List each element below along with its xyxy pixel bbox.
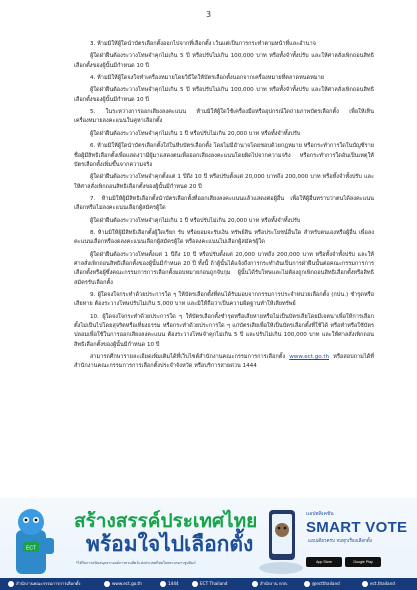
paragraph bbox=[74, 251, 374, 288]
paragraph bbox=[74, 291, 374, 310]
globe-icon bbox=[104, 581, 110, 587]
paragraph bbox=[74, 86, 374, 105]
twitter-icon bbox=[252, 581, 258, 587]
footer-social[interactable]: สำนักงาน กกต. bbox=[252, 578, 288, 590]
paragraph-text: 10. ผู้ใดจงใจกระทำด้วยประการใด ๆ ให้บัตรเลือกตั้งชำรุดหรือเสียหายหรือไม่เป็นบัตรเสียโดยมีเจตนาเพื่อให้การเลือกตั้งไม่เป็นไปโดยสุจริตหรือเที่ยงธรรม หรือกระทำด้วยประการใด ๆ แก่บัตรเสียเพื่อให้เป็นบัตรเลือกตั้งที่ใช้ได้ หรือทำหรือใช้บัตรปลอมเพื่อใช้ในการออกเสียงลงคะแนน ต้องระวางโทษจำคุกไม่เกิน 5 ปี และปรับไม่เกิน 100,000 บาท และให้ศาลสั่งเพิกถอนสิทธิเลือกตั้งของผู้นั้นมีกำหนด 10 ปี bbox=[74, 313, 374, 348]
page-number: 3 bbox=[205, 10, 212, 19]
svg-text:ECT: ECT bbox=[26, 545, 36, 552]
paragraph-text: 5. ในระหว่างการออกเสียงลงคะแนน ห้ามมิให้ผู้ใดใช้เครื่องมือหรืออุปกรณ์ใดถ่ายภาพบัตรเลือกตั้ง เพื่อให้เห็นเครื่องหมายลงคะแนนในคูหาเลือกตั้ง bbox=[74, 109, 374, 125]
document-body bbox=[74, 40, 374, 375]
facebook-icon bbox=[192, 581, 198, 587]
paragraph bbox=[74, 313, 374, 350]
footer-youtube[interactable]: ect.thailand bbox=[362, 578, 395, 590]
paragraph bbox=[74, 173, 374, 192]
paragraph-text: ผู้ใดฝ่าฝืนต้องระวางโทษจำคุกไม่เกิน 1 ปี หรือปรับไม่เกิน 20,000 บาท หรือทั้งจำทั้งปรับ bbox=[90, 130, 301, 137]
paragraph-text-after-link: หรือสอบถามได้ที่สำนักงานคณะกรรมการการเลือกตั้งประจำจังหวัด หรือบริการสายด่วน 1444 bbox=[74, 353, 374, 370]
paragraph bbox=[74, 74, 374, 83]
paragraph-text: ผู้ใดฝ่าฝืนต้องระวางโทษจำคุกไม่เกิน 1 ปี หรือปรับไม่เกิน 20,000 บาท หรือทั้งจำทั้งปรับ bbox=[90, 217, 301, 224]
paragraph bbox=[74, 195, 374, 214]
mascot-illustration bbox=[10, 502, 60, 578]
youtube-icon bbox=[362, 581, 368, 587]
phone-illustration bbox=[255, 500, 307, 578]
footer-bar bbox=[0, 578, 417, 590]
paragraph-text: 9. ผู้ใดจงใจกระทำด้วยประการใด ๆ ให้บัตรเลือกตั้งที่ตนได้รับมอบจากกรรมการประจำหน่วยเลือกตั้ง (กปน.) ชำรุดหรือเสียหาย ต้องระวางโทษปรับไม่เกิน 5,000 บาท และมิให้ถือว่าเป็นความผิดฐานทำให้เสียทรัพย์ bbox=[74, 291, 374, 308]
app-caption: แอปพลิเคชัน bbox=[306, 511, 334, 517]
footer-line[interactable]: @ectthailand bbox=[304, 578, 340, 590]
app-name: SMART VOTE bbox=[306, 519, 408, 536]
footer-facebook[interactable]: ECT Thailand bbox=[192, 578, 227, 590]
paragraph bbox=[74, 130, 374, 139]
banner-headline-2: พร้อมใจไปเลือกตั้ง bbox=[86, 533, 254, 556]
banner-headline-1: สร้างสรรค์ประเทศไทย bbox=[74, 511, 258, 532]
paragraph bbox=[74, 217, 374, 226]
paragraph-text: 3. ห้ามมิให้ผู้ใดนำบัตรเลือกตั้งออกไปจากที่เลือกตั้ง เว้นแต่เป็นการกระทำตามหน้าที่และอำนาจ bbox=[90, 41, 316, 47]
phone-icon bbox=[160, 581, 166, 587]
app-store-badge[interactable]: App Store bbox=[306, 557, 342, 567]
ect-website-link[interactable]: www.ect.go.th bbox=[289, 353, 330, 360]
paragraph-text: 8. ห้ามมิให้ผู้มีสิทธิเลือกตั้งผู้ใดเรียก รับ หรือยอมจะรับเงิน ทรัพย์สิน หรือประโยชน์อื่นใด สำหรับตนเองหรือผู้อื่น เพื่อลงคะแนนเลือกหรืองดลงคะแนนเลือกผู้สมัครผู้ใด หรือลงคะแนนไม่เลือกผู้สมัครผู้ใด bbox=[74, 229, 374, 246]
paragraph-text: 6. ห้ามมิให้ผู้ใดนำบัตรเลือกตั้งใส่ในหีบบัตรเลือกตั้ง โดยไม่มีอำนาจโดยชอบด้วยกฎหมาย หรือกระทำการใดในบัญชีรายชื่อผู้มีสิทธิเลือกตั้งเพื่อแสดงว่ามีผู้มาแสดงตนเพื่อออกเสียงลงคะแนนโดยผิดไปจากความจริง หรือกระทำการใดอันเป็นเหตุให้บัตรเลือกตั้งเพิ่มขึ้นจากความจริง bbox=[74, 143, 374, 168]
store-badges bbox=[306, 548, 384, 567]
paragraph-text: 4. ห้ามมิให้ผู้ใดจงใจทำเครื่องหมายโดยวิธีใดให้บัตรเลือกตั้งนอกจากเครื่องหมายที่ตลาดหนดหมาย bbox=[90, 75, 325, 82]
banner-note: *ได้รับการสนับสนุนจากองค์การสวนสัตว์แห่งประเทศไทยในพระบรมราชูปถัมภ์ bbox=[76, 561, 196, 565]
paragraph bbox=[74, 52, 374, 71]
paragraph bbox=[74, 353, 374, 372]
google-play-badge[interactable]: Google Play bbox=[345, 557, 381, 567]
paragraph-text: ผู้ใดฝ่าฝืนต้องระวางโทษตั้งแต่ 1 ปีถึง 10 ปี หรือปรับตั้งแต่ 20,000 บาทถึง 200,000 บาท หรือทั้งจำทั้งปรับ และให้ศาลสั่งเพิกถอนสิทธิเลือกตั้งของผู้นั้นมีกำหนด 20 ปี ทั้งนี้ ถ้าผู้นั้นได้แจ้งถึงการกระทำอันเป็นการฝ่าฝืนนั้นต่อคณะกรรมการการเลือกตั้งหรือผู้ซึ่งคณะกรรมการการเลือกตั้งมอบหมายก่อนถูกจับกุม ผู้นั้นได้รับโทษและไม่ต้องถูกเพิกถอนสิทธิเลือกตั้งหรือสิทธิสมัครรับเลือกตั้ง bbox=[74, 251, 374, 286]
app-description: แอปเดียวครบ จบทุกเรื่องเลือกตั้ง bbox=[308, 539, 372, 544]
footer-website[interactable]: www.ect.go.th bbox=[104, 578, 142, 590]
paragraph bbox=[74, 229, 374, 248]
paragraph-text: สามารถศึกษารายละเอียดเพิ่มเติมได้ที่เว็บไซต์สำนักงานคณะกรรมการการเลือกตั้ง bbox=[90, 353, 286, 360]
paragraph-text: ผู้ใดฝ่าฝืนต้องระวางโทษจำคุกไม่เกิน 5 ปี หรือปรับไม่เกิน 100,000 บาท หรือทั้งจำทั้งปรับ และให้ศาลสั่งเพิกถอนสิทธิเลือกตั้งของผู้นั้นมีกำหนด 10 ปี bbox=[74, 87, 374, 103]
paragraph-text: ผู้ใดฝ่าฝืนต้องระวางโทษจำคุกไม่เกิน 5 ปี หรือปรับไม่เกิน 100,000 บาท หรือทั้งจำทั้งปรับ และให้ศาลสั่งเพิกถอนสิทธิเลือกตั้งของผู้นั้นมีกำหนด 10 ปี bbox=[74, 53, 374, 69]
ect-logo-icon bbox=[8, 581, 14, 587]
line-icon bbox=[304, 581, 310, 587]
paragraph bbox=[74, 142, 374, 170]
paragraph bbox=[74, 40, 374, 49]
footer-hotline: 1444 bbox=[160, 578, 179, 590]
footer-org: สำนักงานคณะกรรมการการเลือกตั้ง bbox=[8, 578, 80, 590]
campaign-banner bbox=[0, 498, 417, 590]
paragraph-text: 7. ห้ามมิให้ผู้มีสิทธิเลือกตั้งนำบัตรเลือกตั้งที่ออกเสียงลงคะแนนแล้วแสดงต่อผู้อื่น เพื่อให้ผู้อื่นทราบว่าตนได้ลงคะแนนเลือกหรือไม่ลงคะแนนเลือกผู้สมัครผู้ใด bbox=[74, 195, 374, 212]
paragraph-text: ผู้ใดฝ่าฝืนต้องระวางโทษจำคุกตั้งแต่ 1 ปีถึง 10 ปี หรือปรับตั้งแต่ 20,000 บาทถึง 200,000 บาท หรือทั้งจำทั้งปรับ และให้ศาลสั่งเพิกถอนสิทธิเลือกตั้งของผู้นั้นมีกำหนด 20 ปี bbox=[74, 174, 374, 190]
paragraph bbox=[74, 108, 374, 127]
